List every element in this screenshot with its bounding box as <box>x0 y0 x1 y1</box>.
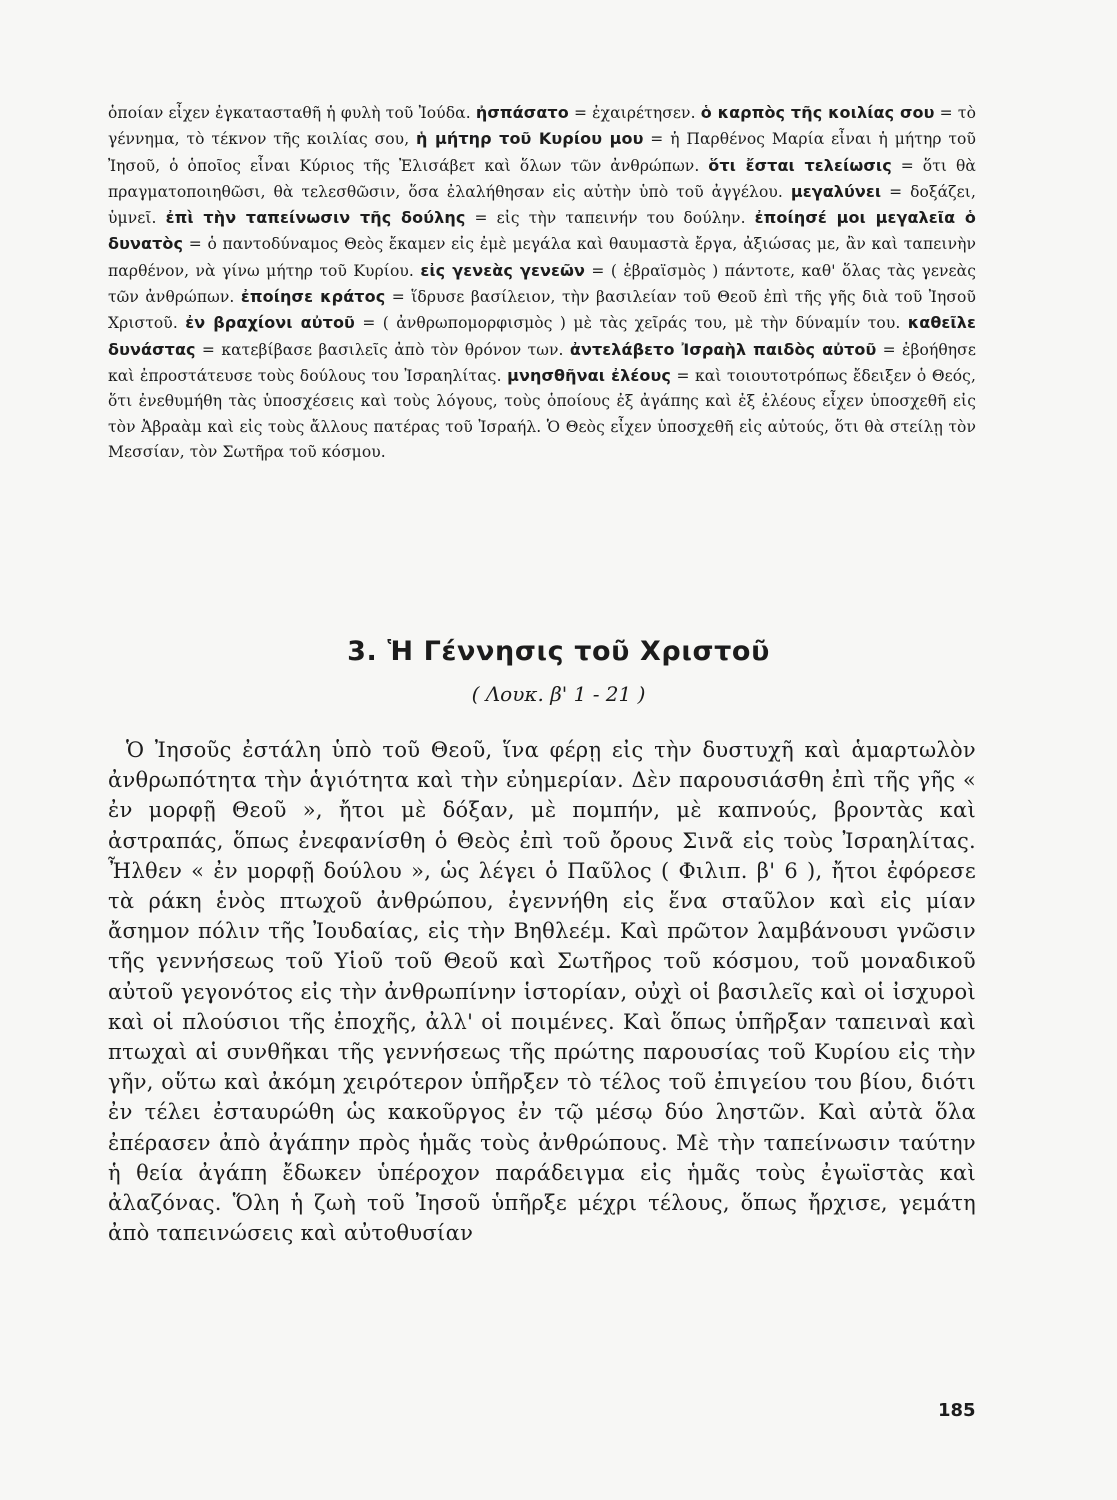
body-text <box>108 735 976 1248</box>
glossary-entry-6 <box>166 209 755 227</box>
glossary-definition: = ὁ παντοδύναμος Θεὸς ἔκαμεν εἰς ἐμὲ μεγάλα καὶ θαυμαστὰ ἔργα, ἀξιώσας με, ἂν καὶ ταπεινὴν παρθένον, νὰ γίνω μήτηρ τοῦ Κυρίου. <box>108 235 976 280</box>
glossary-term: ἐποίησε κράτος <box>240 287 386 307</box>
glossary-term: ἐποίησέ μοι μεγαλεῖα ὁ δυνατὸς <box>108 208 976 254</box>
body-paragraph: Ὁ Ἰησοῦς ἐστάλη ὑπὸ τοῦ Θεοῦ, ἵνα φέρῃ εἰς τὴν δυστυχῆ καὶ ἁμαρτωλὸν ἀνθρωπότητα τὴν ἁγιότητα καὶ τὴν εὐημερίαν. Δὲν παρουσιάσθη ἐπὶ τῆς γῆς « ἐν μορφῇ Θεοῦ », ἤτοι μὲ δόξαν, μὲ πομπήν, μὲ καπνούς, βροντὰς καὶ ἀστραπάς, ὅπως ἐνεφανίσθη ὁ Θεὸς ἐπὶ τοῦ ὄρους Σινᾶ εἰς τοὺς Ἰσραηλίτας. Ἦλθεν « ἐν μορφῇ δούλου », ὡς λέγει ὁ Παῦλος ( Φιλιπ. β' 6 ), ἤτοι ἐφόρεσε τὰ ράκη ἑνὸς πτωχοῦ ἀνθρώπου, ἐγεννήθη εἰς ἕνα σταῦλον καὶ εἰς μίαν ἄσημον πόλιν τῆς Ἰουδαίας, εἰς τὴν Βηθλεέμ. Καὶ πρῶτον λαμβάνουσι γνῶσιν τῆς γεννήσεως τοῦ Υἱοῦ τοῦ Θεοῦ καὶ Σωτῆρος τοῦ κόσμου, τοῦ μοναδικοῦ αὐτοῦ γεγονότος εἰς τὴν ἀνθρωπίνην ἱστορίαν, οὐχὶ οἱ βασιλεῖς καὶ οἱ ἰσχυροὶ καὶ οἱ πλούσιοι τῆς ἐποχῆς, ἀλλ' οἱ ποιμένες. Καὶ ὅπως ὑπῆρξαν ταπειναὶ καὶ πτωχαὶ αἱ συνθῆκαι τῆς γεννήσεως τῆς πρώτης παρουσίας τοῦ Κυρίου εἰς τὴν γῆν, οὕτω καὶ ἀκόμη χειρότερον ὑπῆρξεν τὸ τέλος τοῦ ἐπιγείου του βίου, διότι ἐν τέλει ἐσταυρώθη ὡς κακοῦργος ἐν τῷ μέσῳ δύο ληστῶν. Καὶ αὐτὰ ὅλα ἐπέρασεν ἀπὸ ἀγάπην πρὸς ἡμᾶς τοὺς ἀνθρώπους. Μὲ τὴν ταπείνωσιν ταύτην ἡ θεία ἀγάπη ἔδωκεν ὑπέροχον παράδειγμα εἰς ἡμᾶς τοὺς ἐγωϊστὰς καὶ ἀλαζόνας. Ὅλη ἡ ζωὴ τοῦ Ἰησοῦ ὑπῆρξε μέχρι τέλους, ὅπως ἤρχισε, γεμάτη ἀπὸ ταπεινώσεις καὶ αὐτοθυσίαν <box>108 738 976 1246</box>
glossary-term: ἠσπάσατο <box>475 103 569 122</box>
glossary-definition: = ὅτι θὰ πραγματοποιηθῶσι, θὰ τελεσθῶσιν, ὅσα ἐλαλήθησαν εἰς αὐτὴν ὑπὸ τοῦ ἀγγέλου. <box>108 156 976 201</box>
glossary-definition: = εἰς τὴν ταπεινήν του δούλην. <box>465 209 755 228</box>
page-number: 185 <box>938 1400 976 1421</box>
glossary-definition: ὁποίαν εἶχεν ἐγκατασταθῆ ἡ φυλὴ τοῦ Ἰούδα. <box>108 104 476 122</box>
glossary-term: ἡ μήτηρ τοῦ Κυρίου μου <box>416 129 644 149</box>
glossary-definition: = δοξάζει, ὑμνεῖ. <box>108 182 977 228</box>
glossary-entry-1 <box>476 104 701 122</box>
glossary-block <box>108 100 976 465</box>
glossary-term: ὁ καρπὸς τῆς κοιλίας σου <box>700 103 935 122</box>
glossary-term: ὅτι ἔσται τελείωσις <box>708 155 892 175</box>
glossary-definition: = ἐβοήθησε καὶ ἐπροστάτευσε τοὺς δούλους του Ἰσραηλίτας. <box>108 340 976 385</box>
glossary-term: εἰς γενεὰς γενεῶν <box>420 260 586 280</box>
glossary-term: μνησθῆναι ἐλέους <box>507 365 671 385</box>
glossary-term: ἀντελάβετο Ἰσραὴλ παιδὸς αὐτοῦ <box>569 339 877 359</box>
glossary-term: καθεῖλε δυνάστας <box>108 313 976 359</box>
section-title: 3. Ἡ Γέννησις τοῦ Χριστοῦ <box>347 636 770 667</box>
glossary-term: μεγαλύνει <box>790 181 882 201</box>
glossary-term: ἐπὶ τὴν ταπείνωσιν τῆς δούλης <box>165 208 466 228</box>
glossary-definition: = ἵδρυσε βασίλειον, τὴν βασιλείαν τοῦ Θεοῦ ἐπὶ τῆς γῆς διὰ τοῦ Ἰησοῦ Χριστοῦ. <box>108 288 976 333</box>
glossary-definition: = ἐχαιρέτησεν. <box>568 104 701 122</box>
glossary-paragraph <box>108 100 976 465</box>
glossary-definition: = ( ἀνθρωπομορφισμὸς ) μὲ τὰς χεῖράς του, μὲ τὴν δύναμίν του. <box>354 314 908 333</box>
glossary-definition: = καὶ τοιουτοτρόπως ἔδειξεν ὁ Θεός, ὅτι ἐνεθυμήθη τὰς ὑποσχέσεις καὶ τοὺς λόγους, τοὺς ὁποίους ἐξ ἀγάπης καὶ ἐξ ἐλέους εἶχεν ὑποσχεθῆ εἰς τὸν Ἀβραὰμ καὶ εἰς τοὺς ἄλλους πατέρας τοῦ Ἰσραήλ. Ὁ Θεὸς εἶχεν ὑποσχεθῆ εἰς αὐτούς, ὅτι θὰ στείλῃ τὸν Μεσσίαν, τὸν Σωτῆρα τοῦ κόσμου. <box>108 366 976 461</box>
glossary-entry-0 <box>108 104 476 122</box>
section-reference: ( Λουκ. β' 1 - 21 ) <box>471 682 646 706</box>
glossary-definition: = ἡ Παρθένος Μαρία εἶναι ἡ μήτηρ τοῦ Ἰησοῦ, ὁ ὁποῖος εἶναι Κύριος τῆς Ἐλισάβετ καὶ ὅλων τῶν ἀνθρώπων. <box>108 130 976 175</box>
glossary-term: ἐν βραχίονι αὐτοῦ <box>185 313 355 333</box>
glossary-entry-10 <box>185 314 908 332</box>
glossary-definition: = τὸ γέννημα, τὸ τέκνον τῆς κοιλίας σου, <box>108 104 976 149</box>
glossary-definition: = κατεβίβασε βασιλεῖς ἀπὸ τὸν θρόνον των. <box>195 340 570 359</box>
glossary-definition: = ( ἑβραϊσμὸς ) πάντοτε, καθ' ὅλας τὰς γενεὰς τῶν ἀνθρώπων. <box>108 261 976 307</box>
